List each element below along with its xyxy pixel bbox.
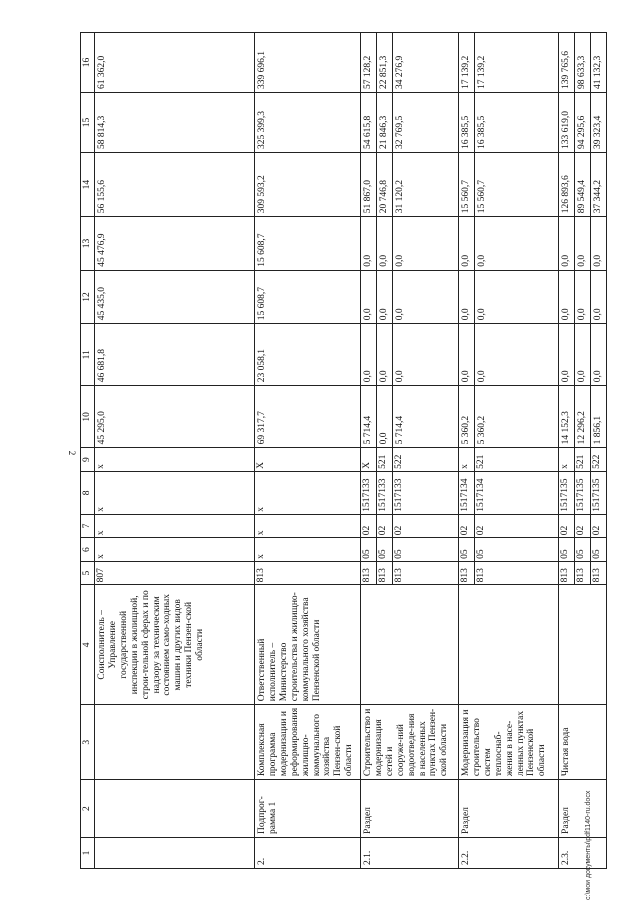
code-cell: х xyxy=(94,471,254,514)
value-cell: 5 714,4 xyxy=(392,386,458,448)
code-cell: 807 xyxy=(94,561,254,585)
value-cell: 98 633,3 xyxy=(574,33,590,93)
code-cell: 02 xyxy=(590,514,606,538)
value-cell: 0,0 xyxy=(574,270,590,324)
value-cell: 16 385,5 xyxy=(474,93,558,153)
table-row xyxy=(558,33,574,869)
value-cell: 0,0 xyxy=(558,270,574,324)
row-number-cell xyxy=(94,837,254,868)
rotated-table-page xyxy=(80,32,603,869)
value-cell: 0,0 xyxy=(458,270,474,324)
table-row xyxy=(254,33,360,869)
code-cell: 05 xyxy=(376,538,392,562)
value-cell: 22 851,3 xyxy=(376,33,392,93)
value-cell: 34 276,9 xyxy=(392,33,458,93)
value-cell: 56 155,6 xyxy=(94,152,254,216)
type-cell: Раздел xyxy=(360,780,458,838)
name-cell: Модернизация и строительство систем теплоснаб-жения в насе-ленных пунктах Пензенской области xyxy=(458,705,558,780)
type-cell xyxy=(94,780,254,838)
code-cell: Х xyxy=(254,448,360,472)
code-cell: 02 xyxy=(574,514,590,538)
value-cell: 15 608,7 xyxy=(254,217,360,271)
header-cell: 14 xyxy=(81,152,95,216)
code-cell: 522 xyxy=(590,448,606,472)
header-cell: 15 xyxy=(81,93,95,153)
code-cell: 05 xyxy=(574,538,590,562)
value-cell: 0,0 xyxy=(376,217,392,271)
table-row xyxy=(360,33,376,869)
table-row xyxy=(458,33,474,869)
code-cell: 05 xyxy=(558,538,574,562)
header-cell: 2 xyxy=(81,780,95,838)
code-cell: 02 xyxy=(558,514,574,538)
executor-cell xyxy=(558,585,606,705)
value-cell: 0,0 xyxy=(376,324,392,386)
value-cell: 5 360,2 xyxy=(458,386,474,448)
value-cell: 139 765,6 xyxy=(558,33,574,93)
header-cell: 12 xyxy=(81,270,95,324)
code-cell: 813 xyxy=(458,561,474,585)
name-cell: Строительство и модернизация сетей и сооруже-ний водоотведе-ния в населенных пунктах Пензен-ской области xyxy=(360,705,458,780)
name-cell: Чистая вода xyxy=(558,705,606,780)
row-number-cell: 2.3. xyxy=(558,837,606,868)
header-cell: 1 xyxy=(81,837,95,868)
code-cell: 813 xyxy=(376,561,392,585)
value-cell: 0,0 xyxy=(474,324,558,386)
code-cell: х xyxy=(458,448,474,472)
row-number-cell: 2. xyxy=(254,837,360,868)
value-cell: 133 619,0 xyxy=(558,93,574,153)
table-row xyxy=(94,33,254,869)
code-cell: 02 xyxy=(376,514,392,538)
value-cell: 325 399,3 xyxy=(254,93,360,153)
value-cell: 0,0 xyxy=(574,217,590,271)
value-cell: 61 362,0 xyxy=(94,33,254,93)
value-cell: 17 139,2 xyxy=(474,33,558,93)
value-cell: 0,0 xyxy=(360,217,376,271)
value-cell: 0,0 xyxy=(458,217,474,271)
executor-cell: Ответственный исполнитель – Министерство строительства и жилищно-коммунального хозяйства Пензенской области xyxy=(254,585,360,705)
value-cell: 21 846,3 xyxy=(376,93,392,153)
code-cell: 813 xyxy=(558,561,574,585)
value-cell: 0,0 xyxy=(558,324,574,386)
value-cell: 15 560,7 xyxy=(474,152,558,216)
row-number-cell: 2.2. xyxy=(458,837,558,868)
code-cell: 1517135 xyxy=(590,471,606,514)
value-cell: 339 696,1 xyxy=(254,33,360,93)
code-cell: 02 xyxy=(392,514,458,538)
code-cell: 1517133 xyxy=(360,471,376,514)
code-cell: 1517133 xyxy=(376,471,392,514)
value-cell: 0,0 xyxy=(574,324,590,386)
row-number-cell: 2.1. xyxy=(360,837,458,868)
value-cell: 37 344,2 xyxy=(590,152,606,216)
value-cell: 58 814,3 xyxy=(94,93,254,153)
executor-cell xyxy=(458,585,558,705)
value-cell: 1 856,1 xyxy=(590,386,606,448)
value-cell: 89 549,4 xyxy=(574,152,590,216)
code-cell: 522 xyxy=(392,448,458,472)
code-cell: х xyxy=(254,538,360,562)
code-cell: 1517135 xyxy=(558,471,574,514)
executor-cell xyxy=(360,585,458,705)
value-cell: 31 120,2 xyxy=(392,152,458,216)
value-cell: 54 615,8 xyxy=(360,93,376,153)
code-cell: 1517135 xyxy=(574,471,590,514)
code-cell: 05 xyxy=(360,538,376,562)
value-cell: 0,0 xyxy=(474,270,558,324)
code-cell: 05 xyxy=(590,538,606,562)
value-cell: 0,0 xyxy=(392,270,458,324)
code-cell: х xyxy=(558,448,574,472)
value-cell: 5 714,4 xyxy=(360,386,376,448)
value-cell: 0,0 xyxy=(590,270,606,324)
value-cell: 0,0 xyxy=(558,217,574,271)
value-cell: 16 385,5 xyxy=(458,93,474,153)
value-cell: 0,0 xyxy=(590,217,606,271)
code-cell: 02 xyxy=(360,514,376,538)
header-cell: 13 xyxy=(81,217,95,271)
value-cell: 69 317,7 xyxy=(254,386,360,448)
executor-cell: Соисполнитель – Управление государственной инспекции в жилищной, строи-тельной сферах и по надзору за техническим состоянием само-ходных машин и других видов техники Пензен-ской области xyxy=(94,585,254,705)
value-cell: 0,0 xyxy=(360,324,376,386)
value-cell: 126 893,6 xyxy=(558,152,574,216)
code-cell: 521 xyxy=(574,448,590,472)
value-cell: 309 593,2 xyxy=(254,152,360,216)
code-cell: 813 xyxy=(360,561,376,585)
header-cell: 5 xyxy=(81,561,95,585)
header-cell: 4 xyxy=(81,585,95,705)
value-cell: 32 769,5 xyxy=(392,93,458,153)
value-cell: 12 296,2 xyxy=(574,386,590,448)
code-cell: 05 xyxy=(458,538,474,562)
value-cell: 0,0 xyxy=(458,324,474,386)
value-cell: 15 560,7 xyxy=(458,152,474,216)
value-cell: 15 608,7 xyxy=(254,270,360,324)
code-cell: 1517134 xyxy=(474,471,558,514)
value-cell: 0,0 xyxy=(474,217,558,271)
value-cell: 41 132,3 xyxy=(590,33,606,93)
value-cell: 20 746,8 xyxy=(376,152,392,216)
value-cell: 45 476,9 xyxy=(94,217,254,271)
code-cell: 813 xyxy=(474,561,558,585)
value-cell: 0,0 xyxy=(360,270,376,324)
value-cell: 94 295,6 xyxy=(574,93,590,153)
type-cell: Раздел xyxy=(558,780,606,838)
code-cell: 813 xyxy=(254,561,360,585)
code-cell: 02 xyxy=(474,514,558,538)
program-table xyxy=(80,32,607,869)
page-number: 2 xyxy=(67,450,77,456)
code-cell: 521 xyxy=(376,448,392,472)
header-cell: 8 xyxy=(81,471,95,514)
code-cell: 05 xyxy=(392,538,458,562)
value-cell: 46 681,8 xyxy=(94,324,254,386)
code-cell: 1517133 xyxy=(392,471,458,514)
code-cell: 1517134 xyxy=(458,471,474,514)
value-cell: 45 295,0 xyxy=(94,386,254,448)
code-cell: х xyxy=(254,514,360,538)
header-cell: 3 xyxy=(81,705,95,780)
value-cell: 39 323,4 xyxy=(590,93,606,153)
code-cell: х xyxy=(94,538,254,562)
value-cell: 0,0 xyxy=(376,270,392,324)
code-cell: Х xyxy=(360,448,376,472)
type-cell: Подпрог-рамма 1 xyxy=(254,780,360,838)
code-cell: х xyxy=(94,514,254,538)
value-cell: 23 058,1 xyxy=(254,324,360,386)
value-cell: 0,0 xyxy=(392,217,458,271)
code-cell: 813 xyxy=(392,561,458,585)
value-cell: 0,0 xyxy=(590,324,606,386)
value-cell: 14 152,3 xyxy=(558,386,574,448)
code-cell: х xyxy=(94,448,254,472)
code-cell: 05 xyxy=(474,538,558,562)
value-cell: 0,0 xyxy=(376,386,392,448)
code-cell: 813 xyxy=(590,561,606,585)
value-cell: 57 128,2 xyxy=(360,33,376,93)
header-cell: 7 xyxy=(81,514,95,538)
type-cell: Раздел xyxy=(458,780,558,838)
footer-path: c:\мои документы\pdf1140-ru.docx xyxy=(585,790,592,900)
code-cell: х xyxy=(254,471,360,514)
header-cell: 11 xyxy=(81,324,95,386)
header-cell: 16 xyxy=(81,33,95,93)
value-cell: 0,0 xyxy=(392,324,458,386)
code-cell: 02 xyxy=(458,514,474,538)
header-cell: 10 xyxy=(81,386,95,448)
value-cell: 17 139,2 xyxy=(458,33,474,93)
header-cell: 6 xyxy=(81,538,95,562)
value-cell: 5 360,2 xyxy=(474,386,558,448)
code-cell: 813 xyxy=(574,561,590,585)
code-cell: 521 xyxy=(474,448,558,472)
name-cell: Комплексная программа модернизации и реформирования жилищно-коммунального хозяйства Пензен-ской области xyxy=(254,705,360,780)
value-cell: 45 435,0 xyxy=(94,270,254,324)
name-cell xyxy=(94,705,254,780)
header-cell: 9 xyxy=(81,448,95,472)
header-row xyxy=(81,33,95,869)
value-cell: 51 867,0 xyxy=(360,152,376,216)
